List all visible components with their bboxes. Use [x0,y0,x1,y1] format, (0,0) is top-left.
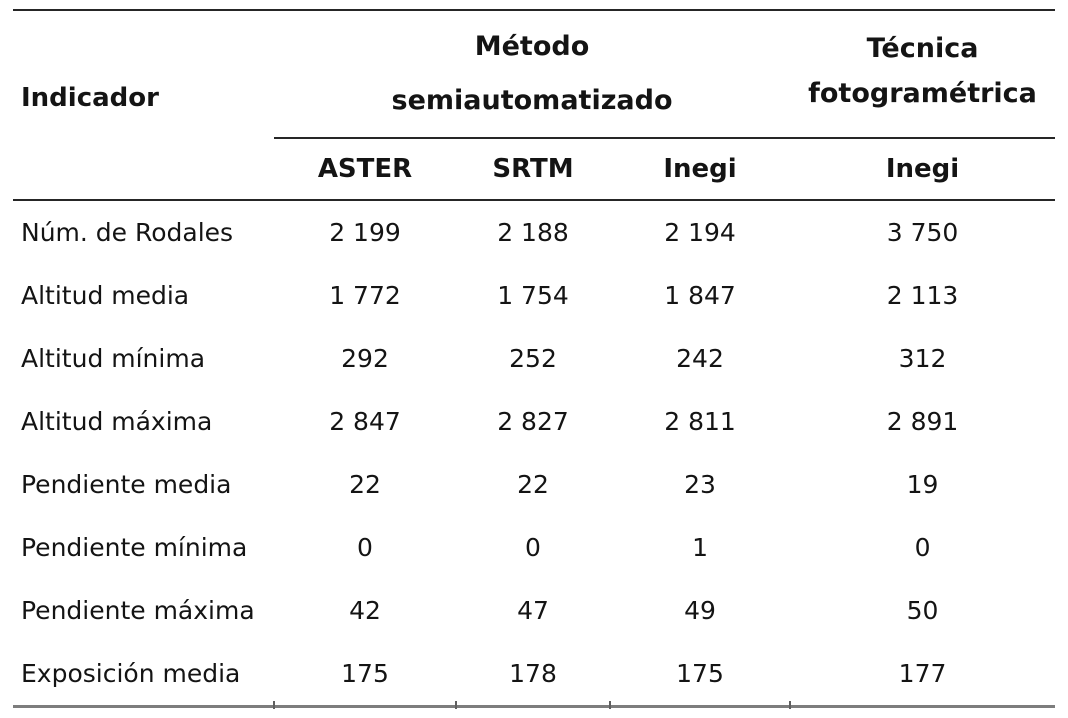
row-label: Pendiente media [21,470,232,499]
cell-value: 49 [684,596,716,625]
column-header-inegi-method: Inegi [610,138,790,200]
cell-value: 19 [906,470,939,499]
cell-value: 22 [517,470,549,499]
row-label: Altitud media [21,281,190,310]
column-header-indicador: Indicador [13,10,274,200]
table-row [13,516,1055,579]
group-header-line: semiautomatizado [391,85,673,116]
cell-value: 2 199 [329,218,401,247]
cell-value: 0 [525,533,541,562]
header-row-groups [13,10,1055,138]
row-label: Pendiente mínima [21,533,248,562]
cell-value: 292 [341,344,389,373]
cell-value: 1 772 [329,281,401,310]
cell-value: 0 [357,533,373,562]
table-row [13,200,1055,264]
group-header-line: fotogramétrica [808,78,1037,109]
cell-value: 50 [906,596,939,625]
column-header-aster: ASTER [274,138,456,200]
cell-value: 47 [517,596,549,625]
indicator-comparison-table-container [13,9,1055,708]
cell-value: 2 188 [497,218,569,247]
cell-value: 252 [509,344,557,373]
group-header-line: Técnica [866,33,979,64]
column-divider-tick [273,701,275,709]
cell-value: 242 [676,344,724,373]
table-row [13,579,1055,642]
cell-value: 22 [349,470,381,499]
cell-value: 312 [898,344,947,373]
cell-value: 178 [456,642,610,707]
cell-value: 3 750 [886,218,959,247]
cell-value: 175 [274,642,456,707]
cell-value: 175 [610,642,790,707]
table-row [13,453,1055,516]
column-header-srtm: SRTM [456,138,610,200]
cell-value: 2 811 [664,407,736,436]
cell-value: 0 [914,533,931,562]
row-label: Núm. de Rodales [21,218,234,247]
column-group-header-tecnica-fotogrametrica [790,10,1055,138]
cell-value: 42 [349,596,381,625]
cell-value: 2 827 [497,407,569,436]
cell-value: 2 113 [886,281,959,310]
cell-value: 177 [790,642,1055,707]
row-label: Altitud máxima [21,407,213,436]
cell-value: 2 847 [329,407,401,436]
row-label: Pendiente máxima [21,596,255,625]
column-group-header-metodo-semiautomatizado [274,10,790,138]
indicator-comparison-table [13,9,1055,708]
cell-value: 1 754 [497,281,569,310]
table-row [13,390,1055,453]
column-divider-tick [455,701,457,709]
cell-value: 1 847 [664,281,736,310]
group-header-line: Método [474,31,590,62]
column-divider-tick [609,701,611,709]
row-label: Exposición media [13,642,274,707]
table-row [13,327,1055,390]
row-label: Altitud mínima [21,344,206,373]
table-row [13,642,1055,707]
table-row [13,264,1055,327]
cell-value: 2 194 [664,218,736,247]
column-header-inegi-technique: Inegi [790,138,1055,200]
cell-value: 23 [684,470,716,499]
cell-value: 2 891 [886,407,959,436]
cell-value: 1 [692,533,708,562]
column-divider-tick [789,701,791,709]
